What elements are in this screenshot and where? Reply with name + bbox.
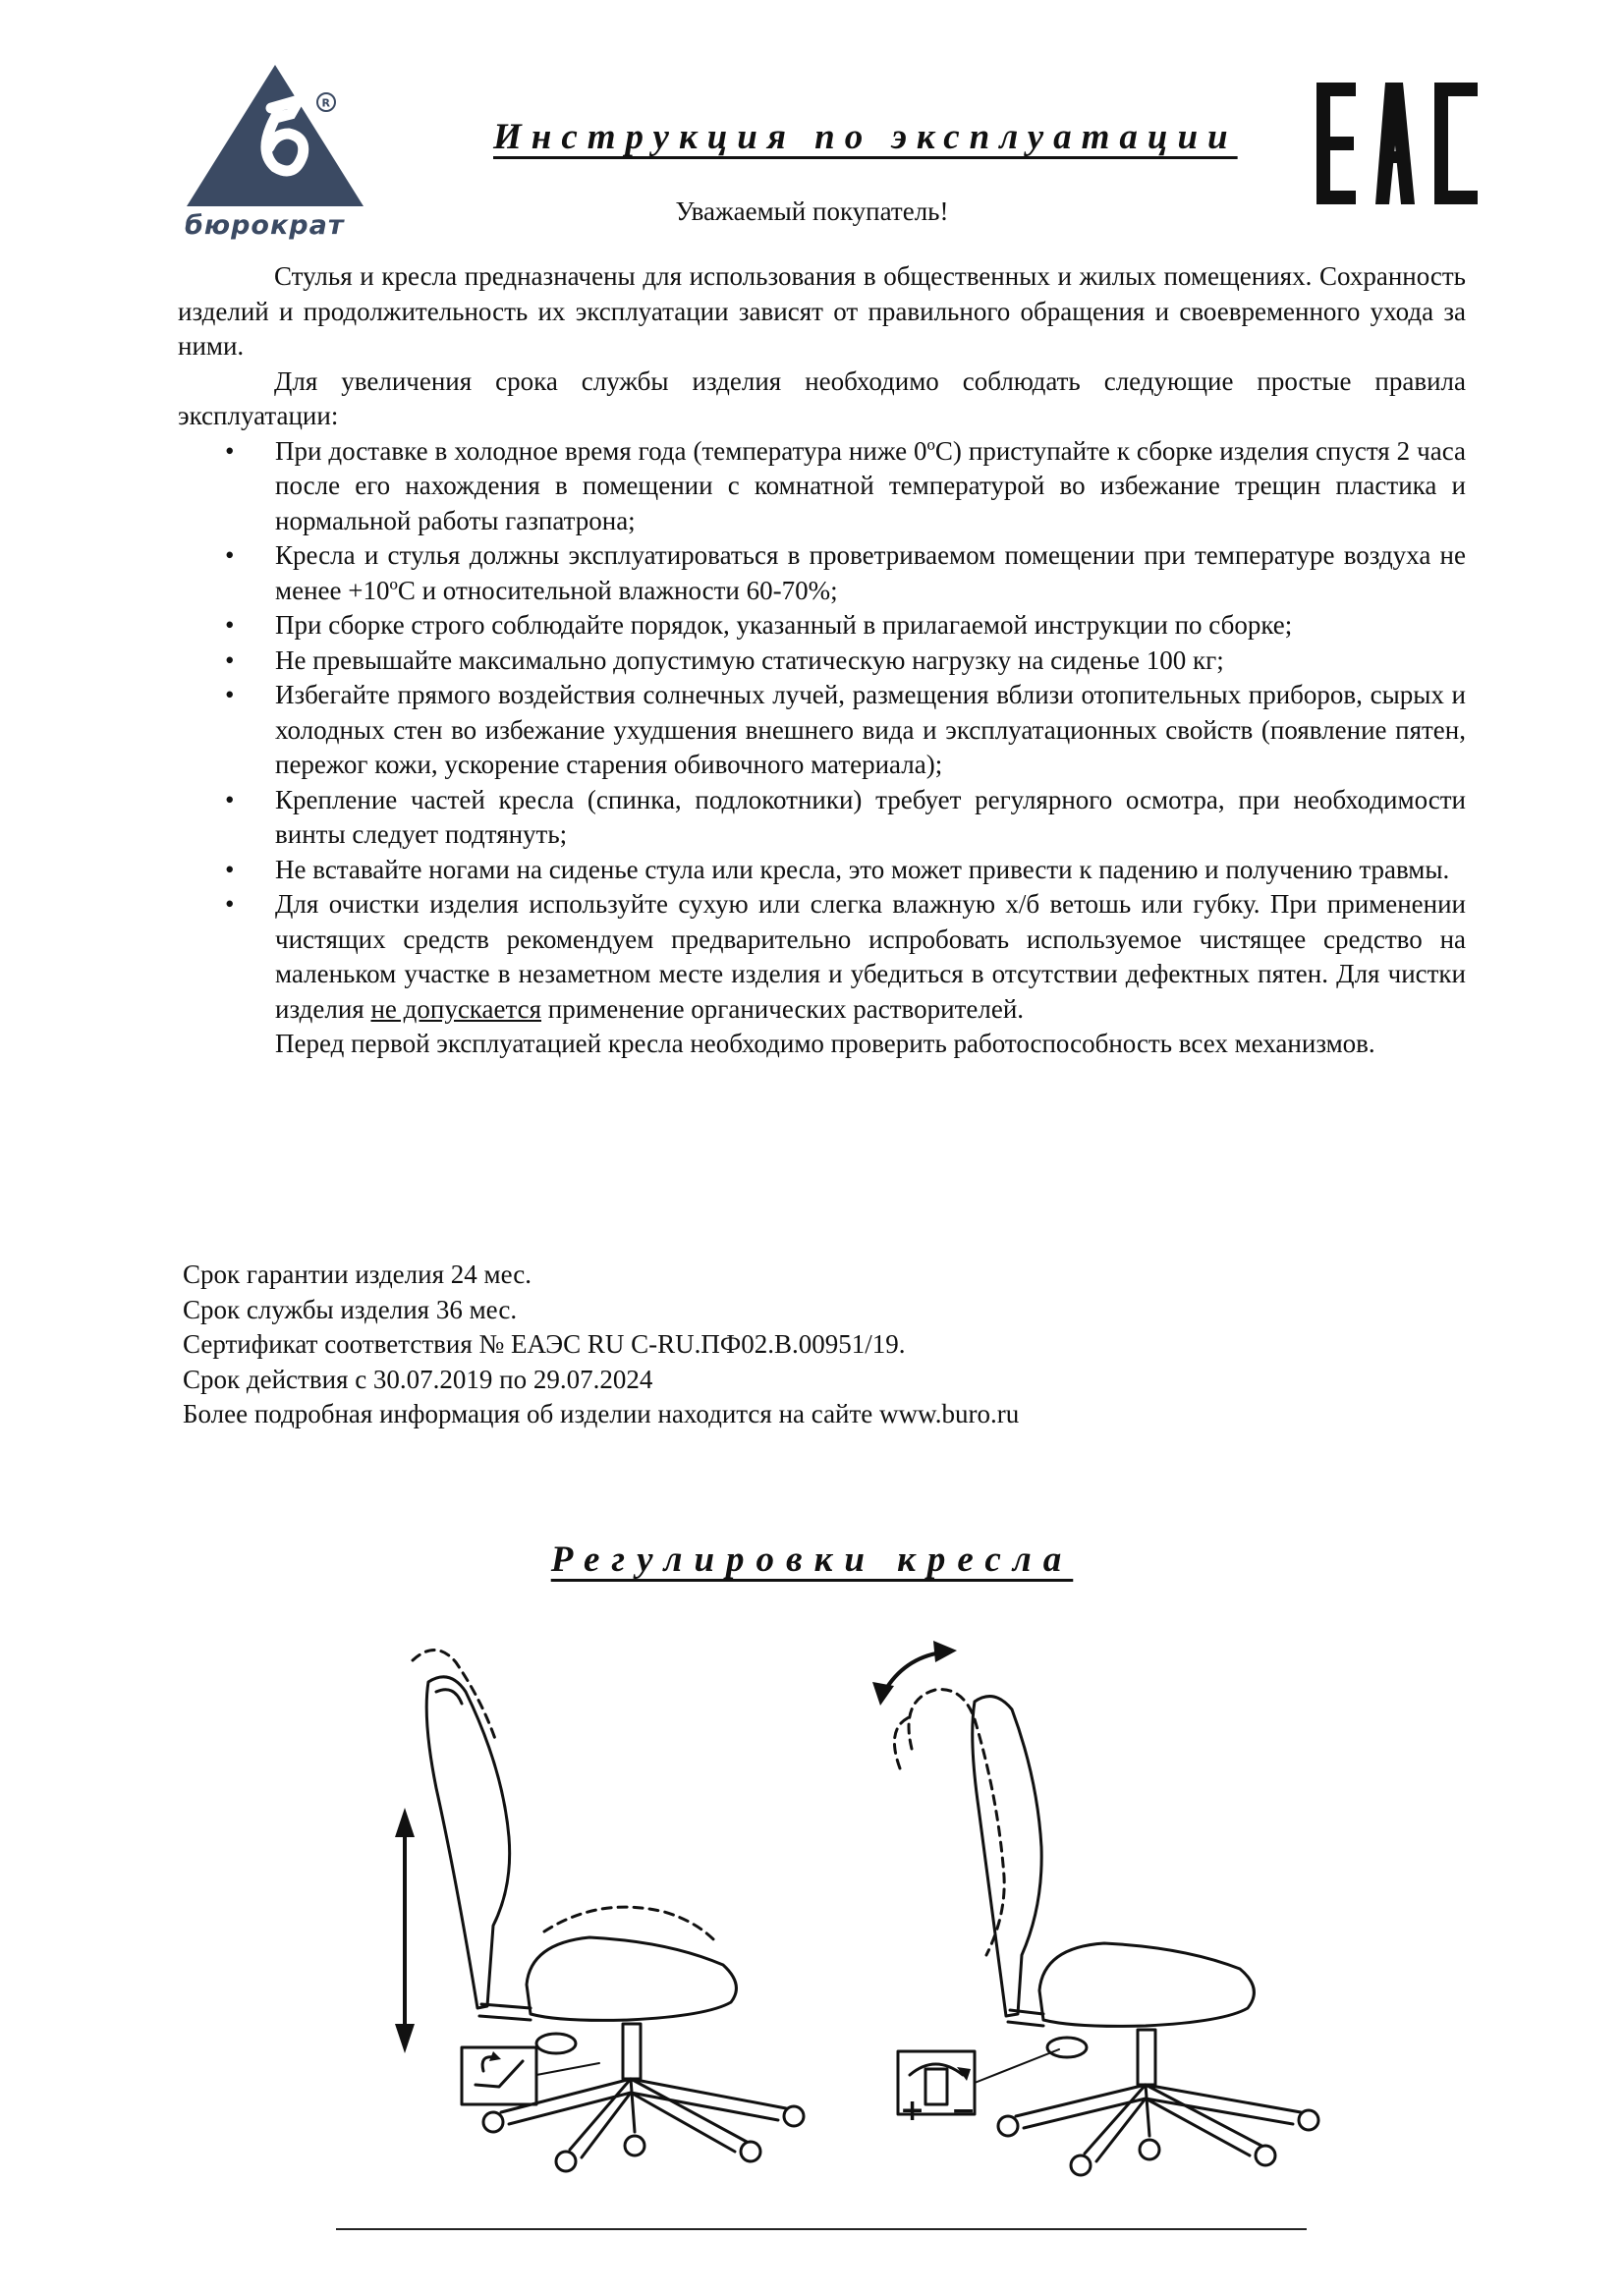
- warranty-line: Более подробная информация об изделии находится на сайте www.buro.ru: [183, 1399, 1020, 1428]
- final-note-text: Перед первой эксплуатацией кресла необходимо проверить работоспособность всех механизмов.: [275, 1029, 1375, 1058]
- eac-icon: [1315, 83, 1482, 204]
- warranty-line: Срок гарантии изделия 24 мес.: [183, 1259, 532, 1289]
- cleaning-rule-start: Для очистки изделия используйте сухую или слегка влажную х/б ветошь или губку. При применении чистящих средств рекомендуем предварительно испробовать используемое чистящее средство на маленьком участке в незаметном месте изделия и убедиться в отсутствии дефектных пятен. Для чистки изделия: [275, 889, 1466, 1024]
- list-item: [178, 678, 1466, 783]
- chair-adjustments-illustration: [334, 1631, 1326, 2181]
- rule-text: Крепление частей кресла (спинка, подлокотники) требует регулярного осмотра, при необходимости винты следует подтянуть;: [275, 784, 1466, 849]
- page-title: Инструкция по эксплуатации: [493, 117, 1238, 157]
- bullet: •: [225, 610, 235, 640]
- rule-text: Избегайте прямого воздействия солнечных лучей, размещения вблизи отопительных приборов, сырых и холодных стен во избежание ухудшения внешнего вида и эксплуатационных свойств (появление пятен, пережог кожи, ускорение старения обивочного материала);: [275, 680, 1466, 779]
- bullet: •: [225, 889, 235, 919]
- warranty-line: Сертификат соответствия № ЕАЭС RU C-RU.ПФ02.В.00951/19.: [183, 1329, 906, 1359]
- warranty-info: [183, 1258, 1019, 1432]
- rule-text: При доставке в холодное время года (температура ниже 0ºС) приступайте к сборке изделия спустя 2 часа после его нахождения в помещении с комнатной температурой во избежание трещин пластика и нормальной работы газпатрона;: [275, 435, 1466, 535]
- chair-backrest-height-icon: [395, 1650, 804, 2171]
- list-item: [178, 644, 1466, 679]
- bullet: •: [225, 854, 235, 884]
- warranty-line: Срок действия с 30.07.2019 по 29.07.2024: [183, 1364, 653, 1394]
- list-item: [178, 783, 1466, 853]
- rule-text: Кресла и стулья должны эксплуатироваться в проветриваемом помещении при температуре воздуха не менее +10ºС и относительной влажности 60-70%;: [275, 540, 1466, 605]
- brand-name: бюрократ: [185, 210, 345, 241]
- rule-text: Не превышайте максимально допустимую статическую нагрузку на сиденье 100 кг;: [275, 644, 1224, 675]
- bottom-divider: [336, 2228, 1307, 2230]
- adjustments-title: Регулировки кресла: [550, 1539, 1074, 1580]
- chair-backrest-tilt-icon: [872, 1641, 1318, 2175]
- bullet: •: [225, 784, 235, 814]
- rules-list: [178, 434, 1466, 1028]
- cleaning-rule-end: применение органических растворителей.: [541, 993, 1025, 1024]
- list-item: [178, 538, 1466, 608]
- warranty-line: Срок службы изделия 36 мес.: [183, 1294, 518, 1324]
- rule-text: При сборке строго соблюдайте порядок, указанный в прилагаемой инструкции по сборке;: [275, 610, 1293, 640]
- list-item: [178, 434, 1466, 539]
- bullet: •: [225, 435, 235, 466]
- list-item: [178, 608, 1466, 644]
- intro-paragraph-1: Стулья и кресла предназначены для использования в общественных и жилых помещениях. Сохранность изделий и продолжительность их эксплуатации зависят от правильного обращения и своевременного ухода за ними.: [178, 261, 1466, 361]
- decrease-sign: −: [951, 2094, 977, 2128]
- increase-sign: +: [900, 2094, 925, 2128]
- instructions-body: [178, 259, 1466, 1062]
- bullet: •: [225, 540, 235, 570]
- list-item: [178, 853, 1466, 888]
- cleaning-rule-text: [275, 889, 1466, 1024]
- eac-certification-mark: [1315, 83, 1482, 204]
- bullet: •: [225, 644, 235, 675]
- list-item: [178, 887, 1466, 1027]
- bullet: •: [225, 680, 235, 709]
- svg-text:R: R: [321, 96, 330, 110]
- rule-text: Не вставайте ногами на сиденье стула или кресла, это может привести к падению и получению травмы.: [275, 854, 1450, 884]
- greeting: Уважаемый покупатель!: [675, 196, 949, 226]
- intro-paragraph-2: Для увеличения срока службы изделия необходимо соблюдать следующие простые правила эксплуатации:: [178, 365, 1466, 430]
- final-note: [178, 1027, 1466, 1062]
- prohibited-emphasis: не допускается: [370, 993, 542, 1024]
